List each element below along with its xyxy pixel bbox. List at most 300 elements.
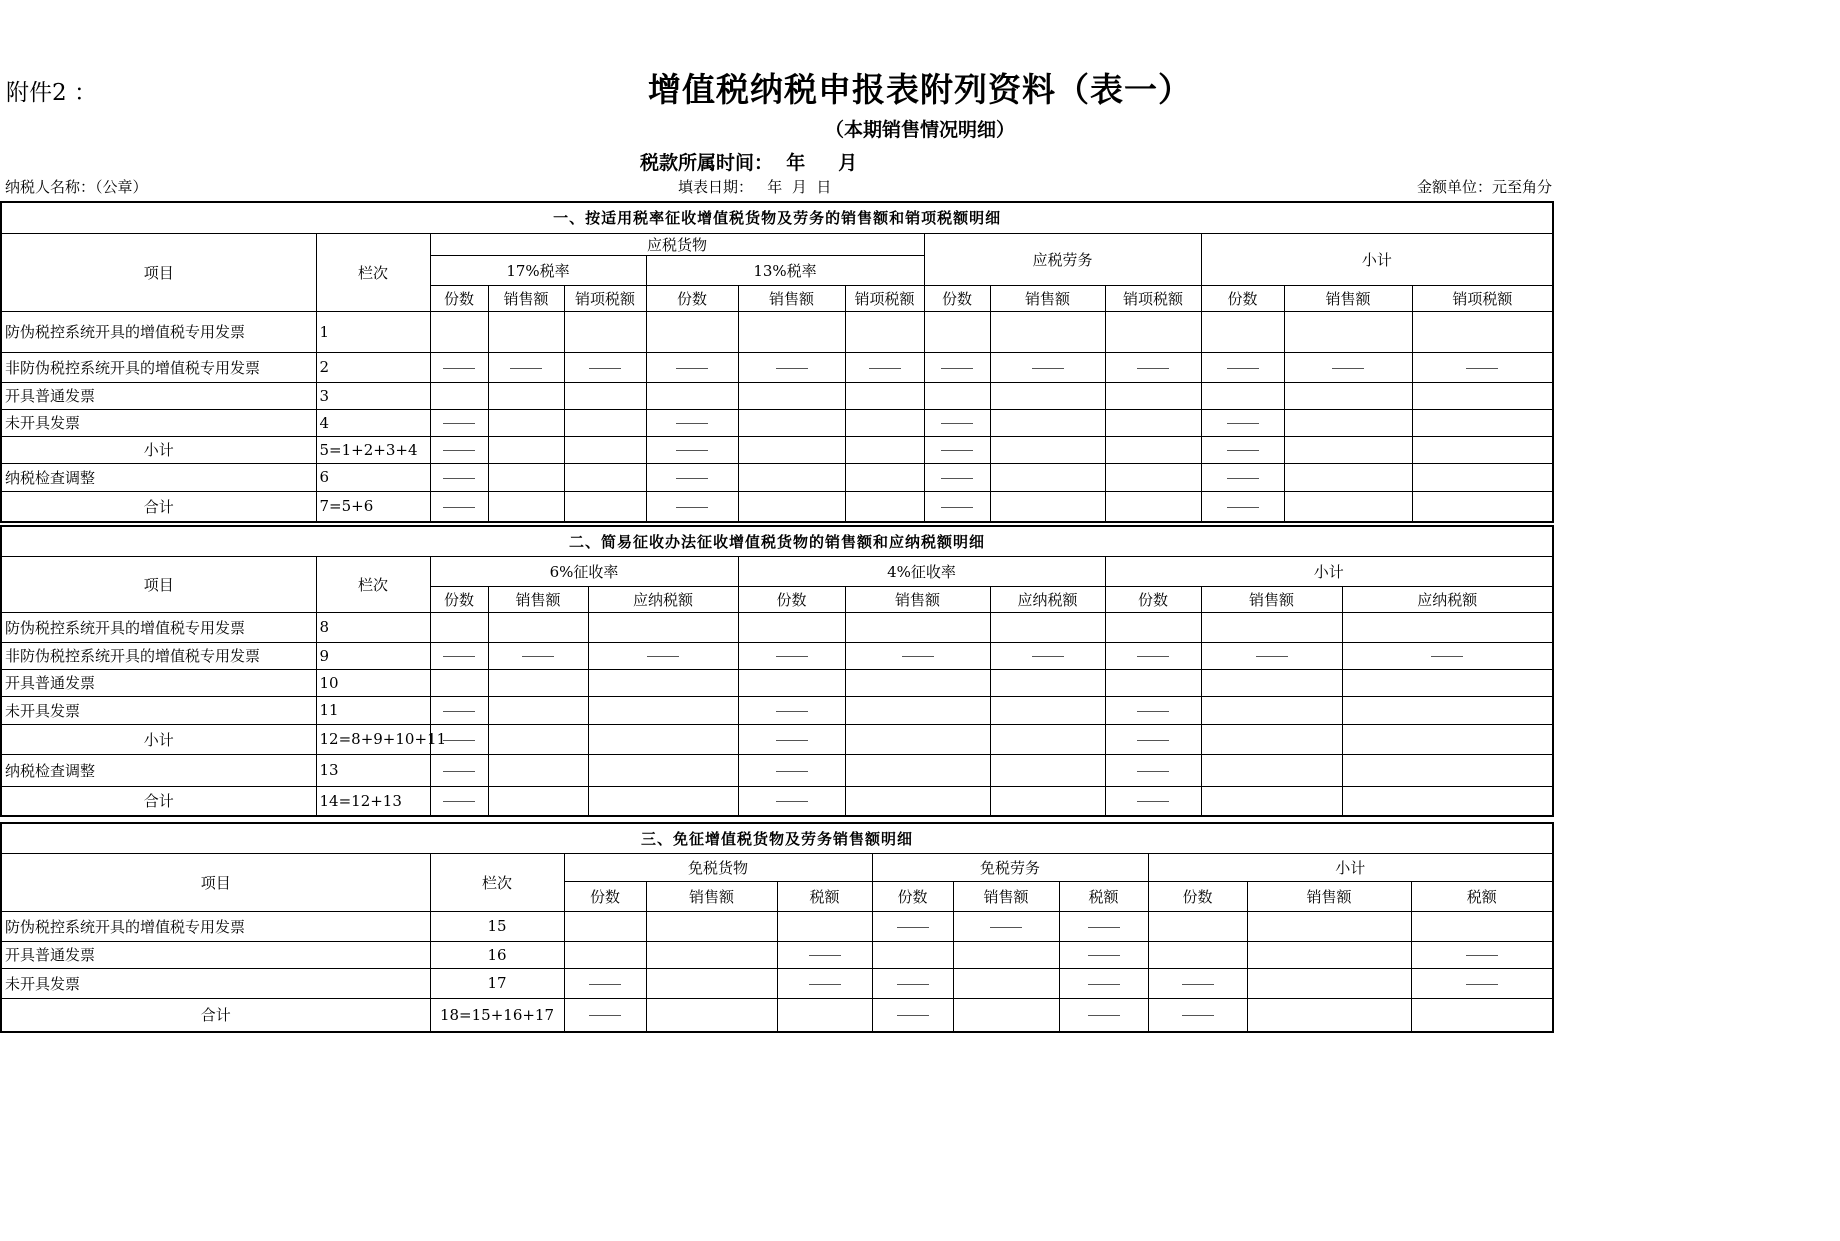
not-applicable-cell [990,352,1105,382]
not-applicable-cell [738,754,845,786]
not-applicable-cell [990,642,1105,669]
amount-input-cell[interactable] [845,669,990,696]
dash-mark [443,423,475,424]
dash-mark [1227,423,1259,424]
section2-title: 二、简易征收办法征收增值税货物的销售额和应纳税额明细 [1,526,1553,556]
row-label: 合计 [1,786,316,816]
row-label: 开具普通发票 [1,941,430,968]
dash-mark [676,450,708,451]
table-row [1,696,1553,724]
amount-input-cell[interactable] [738,463,845,491]
table-row [1,724,1553,754]
dash-mark [1032,368,1064,369]
section1-item-header: 项目 [1,233,316,311]
section2-group3-col1-header: 份数 [1105,586,1201,612]
amount-input-cell[interactable] [1412,436,1553,463]
amount-input-cell[interactable] [1201,612,1342,642]
dash-mark [1137,801,1169,802]
not-applicable-cell [430,786,488,816]
amount-input-cell[interactable] [953,998,1059,1032]
section3-item-header: 项目 [1,853,430,911]
row-label: 开具普通发票 [1,382,316,409]
amount-input-cell[interactable] [845,382,924,409]
not-applicable-cell [872,968,953,998]
amount-input-cell[interactable] [1105,311,1201,352]
amount-input-cell[interactable] [1411,911,1553,941]
section3-group1-col3-header: 税额 [777,881,872,911]
amount-input-cell[interactable] [646,382,738,409]
amount-input-cell[interactable] [1201,669,1342,696]
row-line-number: 11 [316,696,430,724]
amount-input-cell[interactable] [1412,409,1553,436]
amount-input-cell[interactable] [430,311,488,352]
not-applicable-cell [430,491,488,522]
not-applicable-cell [1201,642,1342,669]
table-row [1,786,1553,816]
not-applicable-cell [430,352,488,382]
section2-table [0,525,1554,817]
dash-mark [522,656,554,657]
amount-input-cell[interactable] [564,311,646,352]
amount-input-cell[interactable] [488,669,588,696]
amount-input-cell[interactable] [564,436,646,463]
amount-input-cell[interactable] [1105,463,1201,491]
amount-input-cell[interactable] [738,491,845,522]
not-applicable-cell [1059,941,1148,968]
dash-mark [1088,955,1120,956]
dash-mark [1032,656,1064,657]
dash-mark [1256,656,1288,657]
row-line-number: 16 [430,941,564,968]
amount-input-cell[interactable] [488,436,564,463]
amount-input-cell[interactable] [1342,696,1553,724]
not-applicable-cell [430,436,488,463]
amount-input-cell[interactable] [845,491,924,522]
row-line-number: 18=15+16+17 [430,998,564,1032]
amount-input-cell[interactable] [564,382,646,409]
amount-input-cell[interactable] [1342,669,1553,696]
not-applicable-cell [646,491,738,522]
not-applicable-cell [488,352,564,382]
amount-input-cell[interactable] [738,382,845,409]
dash-mark [809,955,841,956]
amount-input-cell[interactable] [1105,409,1201,436]
not-applicable-cell [1342,642,1553,669]
not-applicable-cell [1201,436,1284,463]
not-applicable-cell [1105,642,1201,669]
amount-input-cell[interactable] [1105,612,1201,642]
amount-input-cell[interactable] [990,491,1105,522]
amount-input-cell[interactable] [924,311,990,352]
amount-input-cell[interactable] [845,463,924,491]
not-applicable-cell [1412,352,1553,382]
row-line-number: 6 [316,463,430,491]
row-line-number: 1 [316,311,430,352]
amount-input-cell[interactable] [1412,491,1553,522]
row-line-number: 3 [316,382,430,409]
not-applicable-cell [1105,724,1201,754]
dash-mark [1182,984,1214,985]
amount-input-cell[interactable] [845,409,924,436]
amount-input-cell[interactable] [1148,941,1247,968]
dash-mark [443,656,475,657]
amount-input-cell[interactable] [1148,911,1247,941]
amount-input-cell[interactable] [990,409,1105,436]
amount-input-cell[interactable] [430,612,488,642]
table-row [1,436,1553,463]
amount-input-cell[interactable] [1284,311,1412,352]
amount-input-cell[interactable] [1284,436,1412,463]
section1-group1-col2-header: 销售额 [488,285,564,311]
not-applicable-cell [1201,491,1284,522]
amount-input-cell[interactable] [1247,998,1411,1032]
not-applicable-cell [1105,696,1201,724]
taxable-goods-header: 应税货物 [430,233,924,255]
amount-input-cell[interactable] [646,941,777,968]
not-applicable-cell [1059,968,1148,998]
dash-mark [443,771,475,772]
not-applicable-cell [430,409,488,436]
amount-input-cell[interactable] [990,754,1105,786]
amount-input-cell[interactable] [1247,911,1411,941]
amount-input-cell[interactable] [990,696,1105,724]
not-applicable-cell [646,463,738,491]
row-line-number: 10 [316,669,430,696]
amount-input-cell[interactable] [1284,491,1412,522]
dash-mark [443,478,475,479]
dash-mark [941,507,973,508]
dash-mark [776,656,808,657]
dash-mark [1137,368,1169,369]
dash-mark [443,711,475,712]
amount-input-cell[interactable] [430,382,488,409]
dash-mark [443,740,475,741]
amount-input-cell[interactable] [564,409,646,436]
amount-input-cell[interactable] [1201,696,1342,724]
row-line-number: 9 [316,642,430,669]
amount-input-cell[interactable] [488,612,588,642]
row-line-number: 7=5+6 [316,491,430,522]
table-row [1,311,1553,352]
amount-input-cell[interactable] [1105,436,1201,463]
section2-group2-col3-header: 应纳税额 [990,586,1105,612]
section3-line-header: 栏次 [430,853,564,911]
row-label: 防伪税控系统开具的增值税专用发票 [1,911,430,941]
section1-group1-col1-header: 份数 [430,285,488,311]
not-applicable-cell [777,941,872,968]
section3-group2-col3-header: 税额 [1059,881,1148,911]
not-applicable-cell [1105,754,1201,786]
section3-group2-col1-header: 份数 [872,881,953,911]
row-label: 未开具发票 [1,968,430,998]
amount-input-cell[interactable] [1342,724,1553,754]
amount-input-cell[interactable] [488,409,564,436]
not-applicable-cell [564,998,646,1032]
not-applicable-cell [1148,998,1247,1032]
row-line-number: 13 [316,754,430,786]
exempt-services-header: 免税劳务 [872,853,1148,881]
not-applicable-cell [1059,911,1148,941]
amount-input-cell[interactable] [488,786,588,816]
not-applicable-cell [1284,352,1412,382]
dash-mark [776,740,808,741]
amount-input-cell[interactable] [1247,968,1411,998]
amount-input-cell[interactable] [488,696,588,724]
amount-input-cell[interactable] [990,786,1105,816]
not-applicable-cell [430,642,488,669]
amount-input-cell[interactable] [646,911,777,941]
section3-table [0,822,1554,1033]
table-row [1,911,1553,941]
amount-input-cell[interactable] [845,311,924,352]
not-applicable-cell [646,352,738,382]
not-applicable-cell [430,463,488,491]
not-applicable-cell [646,436,738,463]
section2-group3-col2-header: 销售额 [1201,586,1342,612]
amount-input-cell[interactable] [488,724,588,754]
row-label: 未开具发票 [1,696,316,724]
section3-title: 三、免征增值税货物及劳务销售额明细 [1,823,1553,853]
amount-input-cell[interactable] [1201,382,1284,409]
not-applicable-cell [738,696,845,724]
amount-input-cell[interactable] [777,998,872,1032]
amount-input-cell[interactable] [1105,491,1201,522]
amount-input-cell[interactable] [1201,724,1342,754]
amount-input-cell[interactable] [924,382,990,409]
amount-input-cell[interactable] [990,612,1105,642]
section3-group2-col2-header: 销售额 [953,881,1059,911]
amount-input-cell[interactable] [588,754,738,786]
amount-input-cell[interactable] [1201,311,1284,352]
amount-input-cell[interactable] [1284,463,1412,491]
amount-input-cell[interactable] [1201,754,1342,786]
amount-input-cell[interactable] [1284,382,1412,409]
amount-input-cell[interactable] [738,311,845,352]
attachment-label: 附件2 ： [6,80,97,106]
amount-input-cell[interactable] [953,968,1059,998]
amount-input-cell[interactable] [1411,998,1553,1032]
table-row [1,754,1553,786]
table-row [1,968,1553,998]
not-applicable-cell [924,352,990,382]
row-label: 未开具发票 [1,409,316,436]
dash-mark [1088,1015,1120,1016]
amount-input-cell[interactable] [1284,409,1412,436]
amount-input-cell[interactable] [564,463,646,491]
amount-input-cell[interactable] [845,436,924,463]
dash-mark [647,656,679,657]
amount-input-cell[interactable] [990,382,1105,409]
not-applicable-cell [1105,352,1201,382]
amount-input-cell[interactable] [564,911,646,941]
fill-date-label: 填表日期： 年 月 日 [678,178,832,196]
row-line-number: 5=1+2+3+4 [316,436,430,463]
row-label: 开具普通发票 [1,669,316,696]
section3-group1-col1-header: 份数 [564,881,646,911]
section1-title: 一、按适用税率征收增值税货物及劳务的销售额和销项税额明细 [1,202,1553,233]
section3-group1-col2-header: 销售额 [646,881,777,911]
table-row [1,612,1553,642]
dash-mark [1466,955,1498,956]
amount-input-cell[interactable] [845,786,990,816]
rate-4-header: 4%征收率 [738,556,1105,586]
form-subtitle: （本期销售情况明细） [824,119,1015,141]
dash-mark [1137,740,1169,741]
dash-mark [1137,711,1169,712]
amount-input-cell[interactable] [588,724,738,754]
amount-input-cell[interactable] [845,612,990,642]
amount-input-cell[interactable] [990,669,1105,696]
dash-mark [676,423,708,424]
section1-group2-col3-header: 销项税额 [845,285,924,311]
amount-unit-label: 金额单位：元至角分 [1416,178,1552,196]
dash-mark [1227,507,1259,508]
amount-input-cell[interactable] [845,724,990,754]
amount-input-cell[interactable] [845,754,990,786]
table-row [1,642,1553,669]
amount-input-cell[interactable] [990,463,1105,491]
section1-group4-col3-header: 销项税额 [1412,285,1553,311]
row-line-number: 14=12+13 [316,786,430,816]
taxpayer-name-label: 纳税人名称：（公章） [5,178,148,196]
section2-group1-col2-header: 销售额 [488,586,588,612]
amount-input-cell[interactable] [738,612,845,642]
amount-input-cell[interactable] [488,754,588,786]
amount-input-cell[interactable] [588,669,738,696]
row-line-number: 4 [316,409,430,436]
section3-group3-col3-header: 税额 [1411,881,1553,911]
rate-6-header: 6%征收率 [430,556,738,586]
amount-input-cell[interactable] [588,786,738,816]
not-applicable-cell [872,998,953,1032]
amount-input-cell[interactable] [1412,463,1553,491]
dash-mark [941,423,973,424]
amount-input-cell[interactable] [990,724,1105,754]
amount-input-cell[interactable] [845,696,990,724]
amount-input-cell[interactable] [646,311,738,352]
dash-mark [941,478,973,479]
table-row [1,491,1553,522]
amount-input-cell[interactable] [588,696,738,724]
dash-mark [510,368,542,369]
not-applicable-cell [953,911,1059,941]
amount-input-cell[interactable] [488,491,564,522]
amount-input-cell[interactable] [488,382,564,409]
dash-mark [1227,450,1259,451]
table-row [1,409,1553,436]
section2-item-header: 项目 [1,556,316,612]
dash-mark [1137,771,1169,772]
amount-input-cell[interactable] [738,409,845,436]
dash-mark [676,507,708,508]
amount-input-cell[interactable] [1247,941,1411,968]
not-applicable-cell [1105,786,1201,816]
dash-mark [941,450,973,451]
not-applicable-cell [430,754,488,786]
amount-input-cell[interactable] [1201,786,1342,816]
not-applicable-cell [738,786,845,816]
amount-input-cell[interactable] [1412,311,1553,352]
dash-mark [869,368,901,369]
amount-input-cell[interactable] [990,311,1105,352]
amount-input-cell[interactable] [738,669,845,696]
not-applicable-cell [1148,968,1247,998]
not-applicable-cell [845,352,924,382]
section1-group4-col2-header: 销售额 [1284,285,1412,311]
section1-subtotal-header: 小计 [1201,233,1553,285]
amount-input-cell[interactable] [488,311,564,352]
section1-group4-col1-header: 份数 [1201,285,1284,311]
not-applicable-cell [1411,968,1553,998]
not-applicable-cell [1059,998,1148,1032]
amount-input-cell[interactable] [430,669,488,696]
amount-input-cell[interactable] [1342,612,1553,642]
amount-input-cell[interactable] [488,463,564,491]
dash-mark [589,368,621,369]
amount-input-cell[interactable] [1342,786,1553,816]
section1-group1-col3-header: 销项税额 [564,285,646,311]
table-row [1,463,1553,491]
amount-input-cell[interactable] [646,998,777,1032]
not-applicable-cell [924,436,990,463]
row-label: 纳税检查调整 [1,754,316,786]
amount-input-cell[interactable] [953,941,1059,968]
table-row [1,669,1553,696]
dash-mark [443,368,475,369]
section2-group2-col1-header: 份数 [738,586,845,612]
amount-input-cell[interactable] [1342,754,1553,786]
not-applicable-cell [845,642,990,669]
not-applicable-cell [1201,463,1284,491]
row-line-number: 12=8+9+10+11 [316,724,430,754]
not-applicable-cell [924,409,990,436]
row-label: 小计 [1,436,316,463]
dash-mark [1431,656,1463,657]
section2-line-header: 栏次 [316,556,430,612]
amount-input-cell[interactable] [1105,669,1201,696]
amount-input-cell[interactable] [564,491,646,522]
amount-input-cell[interactable] [1412,382,1553,409]
section1-line-header: 栏次 [316,233,430,311]
row-line-number: 2 [316,352,430,382]
not-applicable-cell [564,968,646,998]
dash-mark [1227,368,1259,369]
amount-input-cell[interactable] [738,436,845,463]
amount-input-cell[interactable] [646,968,777,998]
row-line-number: 15 [430,911,564,941]
not-applicable-cell [1201,352,1284,382]
amount-input-cell[interactable] [564,941,646,968]
not-applicable-cell [777,968,872,998]
row-label: 合计 [1,491,316,522]
amount-input-cell[interactable] [588,612,738,642]
dash-mark [1466,368,1498,369]
amount-input-cell[interactable] [777,911,872,941]
amount-input-cell[interactable] [990,436,1105,463]
dash-mark [776,368,808,369]
dash-mark [676,368,708,369]
amount-input-cell[interactable] [1105,382,1201,409]
not-applicable-cell [588,642,738,669]
table-row [1,998,1553,1032]
amount-input-cell[interactable] [872,941,953,968]
dash-mark [776,711,808,712]
row-line-number: 17 [430,968,564,998]
section1-group2-col2-header: 销售额 [738,285,845,311]
section1-group3-col2-header: 销售额 [990,285,1105,311]
rate-13-header: 13%税率 [646,255,924,285]
section2-group1-col1-header: 份数 [430,586,488,612]
